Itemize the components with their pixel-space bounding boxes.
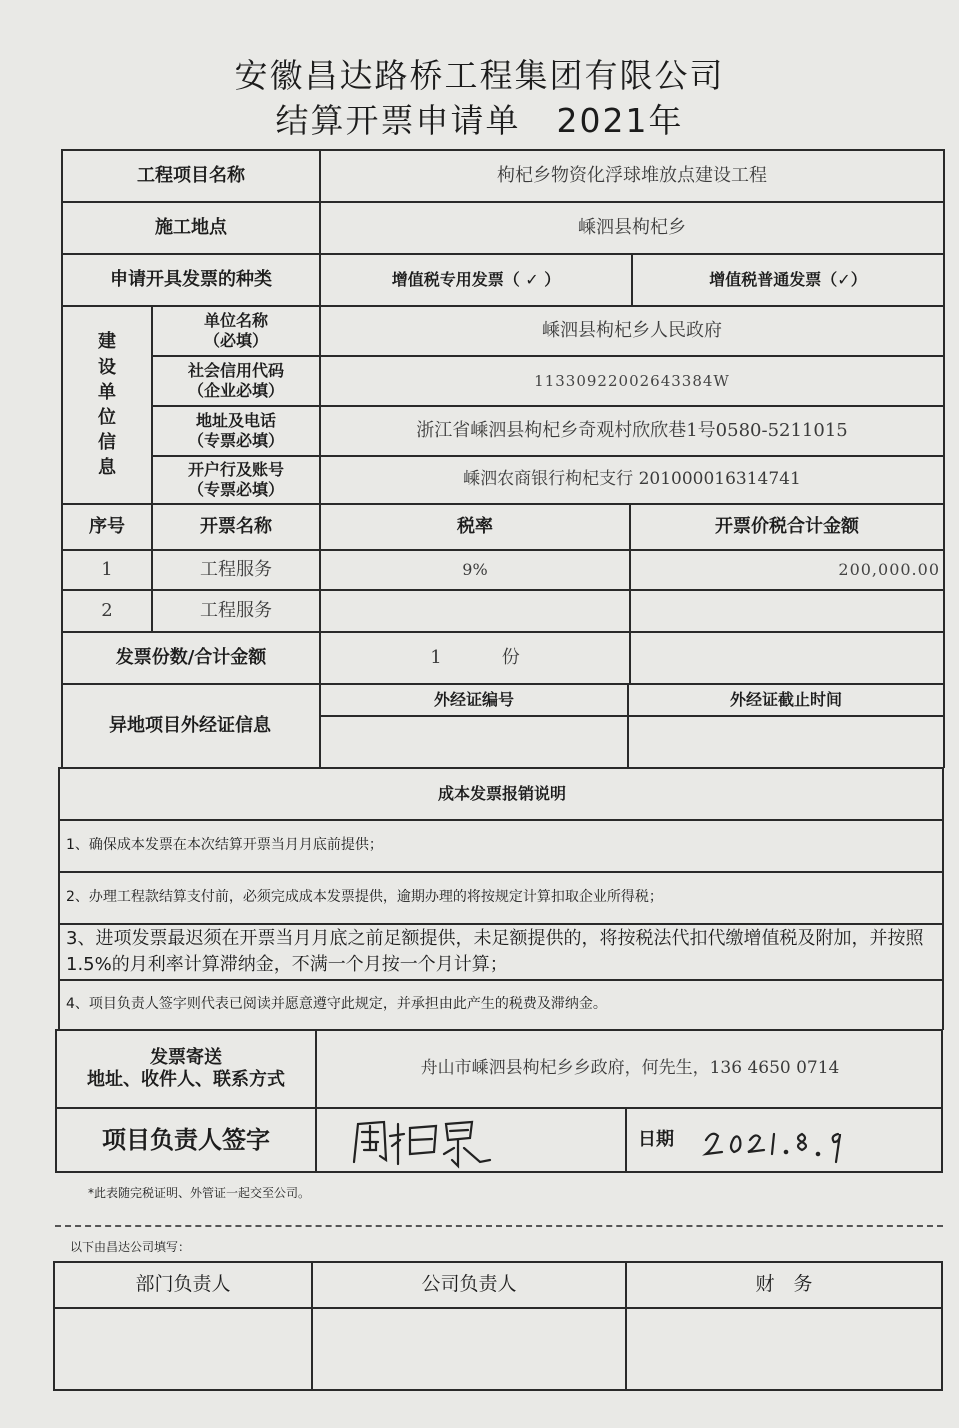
builder-address-value: 浙江省嵊泗县枸杞乡奇观村欣欣巷1号0580-5211015 [416,419,848,441]
handwritten-signature [340,1110,500,1170]
builder-credit-label [152,356,320,406]
grid-line [53,1261,943,1263]
grid-line [311,1261,313,1391]
label-line: 单位名称 [203,311,268,330]
label-line: （专票必填） [187,480,284,499]
label-line: 地址及电话 [195,411,276,430]
grid-line [315,1029,317,1172]
grid-line [61,305,945,307]
builder-group-label [62,306,152,504]
mailing-value: 舟山市嵊泗县枸杞乡乡政府，何先生，136 4650 0714 [420,1058,840,1079]
grid-line [152,355,944,357]
grid-line [61,549,945,551]
grid-line [58,768,60,1030]
remote-cert-number-header: 外经证编号 [433,690,514,709]
footnote: *此表随完税证明、外管证一起交至公司。 [88,1186,311,1200]
builder-group-char: 位 [98,407,116,428]
builder-bank-label [152,456,320,504]
label-line: （专票必填） [187,431,284,450]
grid-line [58,819,944,821]
label-line: 开户行及账号 [187,460,284,479]
grid-line [58,767,944,769]
form-year: 2021年 [556,101,684,140]
grid-line [55,1030,57,1172]
label-line: 发票寄送 [150,1046,222,1068]
builder-group-char: 设 [98,356,116,378]
form-title-text: 结算开票申请单 [275,101,521,140]
col-header-no: 序号 [89,515,125,537]
grid-line [53,1307,943,1309]
grid-line [631,253,633,306]
internal-finance: 财 务 [755,1273,813,1296]
internal-company-head: 公司负责人 [421,1273,517,1296]
grid-line [625,1261,627,1391]
internal-note: 以下由昌达公司填写： [70,1240,191,1254]
cost-note-1: 1、确保成本发票在本次结算开票当月月底前提供； [66,837,383,854]
grid-line [55,1029,943,1031]
grid-line [629,503,631,684]
project-name-label: 工程项目名称 [137,164,245,186]
col-header-name: 开票名称 [200,515,272,537]
grid-line [58,979,944,981]
totals-count [320,632,630,684]
grid-line [941,1261,943,1391]
grid-line [151,305,153,632]
row1-no: 1 [101,558,113,580]
grid-line [625,1107,627,1172]
cost-note-3: 3、进项发票最迟须在开票当月月底之前足额提供，未足额提供的，将按税法代扣代缴增值税及附加，并按照1.5%的月利率计算滞纳金，不满一个月按一个月计算； [66,927,924,975]
builder-address-label [152,406,320,456]
label-line: （企业必填） [187,381,284,400]
company-name: 安徽昌达路桥工程集团有限公司 [234,56,725,95]
project-name-value: 枸杞乡物资化浮球堆放点建设工程 [497,164,767,186]
grid-line [942,768,944,1030]
cost-note-2: 2、办理工程款结算支付前，必须完成成本发票提供，逾期办理的将按规定计算扣取企业所得税； [66,889,663,906]
builder-credit-value: 11330922002643384W [534,371,730,390]
grid-line [61,683,945,685]
grid-line [152,455,944,457]
site-label: 施工地点 [155,216,227,238]
signature-label: 项目负责人签字 [102,1126,270,1154]
grid-line [627,683,629,768]
grid-line [58,923,944,925]
grid-line [55,1171,943,1173]
internal-dept-head: 部门负责人 [135,1273,231,1296]
invoice-type-special: 增值税专用发票（ ✓ ） [391,270,561,289]
totals-count-number: 1 [430,646,442,668]
remote-label: 异地项目外经证信息 [109,714,271,736]
cost-note-4: 4、项目负责人签字则代表已阅读并愿意遵守此规定，并承担由此产生的税费及滞纳金。 [66,996,607,1013]
site-value: 嵊泗县枸杞乡 [578,216,686,238]
grid-line [61,589,945,591]
builder-group-char: 息 [98,457,116,479]
grid-line [319,305,321,768]
builder-group-char: 信 [98,432,116,454]
grid-line [319,149,321,307]
builder-group-char: 单 [98,381,116,403]
builder-unit-label [152,306,320,356]
totals-count-unit: 份 [501,646,520,668]
totals-label: 发票份数/合计金额 [115,646,267,668]
row1-name: 工程服务 [200,558,272,580]
grid-line [61,149,945,151]
invoice-type-label: 申请开具发票的种类 [110,268,272,290]
remote-cert-deadline-header: 外经证截止时间 [729,690,842,709]
grid-line [58,871,944,873]
grid-line [61,503,945,505]
grid-line [943,149,945,768]
date-label: 日期 [638,1128,674,1150]
grid-line [61,201,945,203]
grid-line [61,253,945,255]
label-line: 社会信用代码 [187,361,284,380]
grid-line [53,1261,55,1391]
row2-name: 工程服务 [200,599,272,621]
grid-line [152,405,944,407]
grid-line [61,149,63,768]
col-header-amount: 开票价税合计金额 [715,515,859,537]
grid-line [61,631,945,633]
row1-rate: 9% [462,560,488,579]
col-header-rate: 税率 [457,515,493,537]
cut-line [55,1225,943,1227]
builder-bank-value: 嵊泗农商银行枸杞支行 201000016314741 [463,469,801,490]
label-line: 地址、收件人、联系方式 [87,1069,285,1090]
grid-line [53,1389,943,1391]
row2-no: 2 [101,599,113,621]
form-title [0,95,959,142]
grid-line [55,1107,943,1109]
cost-title: 成本发票报销说明 [437,784,566,803]
builder-group-char: 建 [98,331,116,353]
invoice-type-normal: 增值税普通发票（✓） [709,270,867,289]
row1-amount: 200,000.00 [838,560,940,579]
builder-unit-value: 嵊泗县枸杞乡人民政府 [542,319,722,341]
grid-line [941,1030,943,1172]
mailing-label [56,1030,316,1108]
label-line: （必填） [203,331,268,350]
grid-line [320,715,944,717]
handwritten-date [700,1118,850,1164]
